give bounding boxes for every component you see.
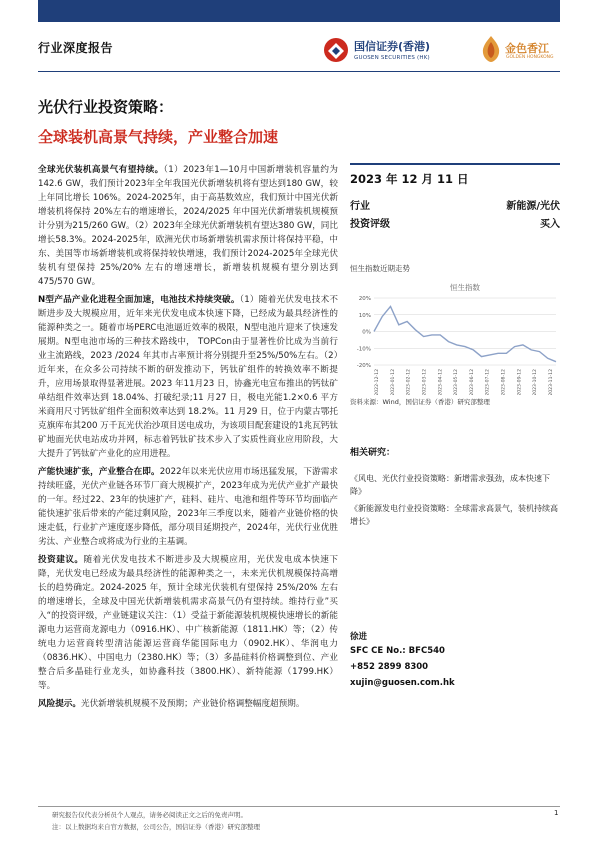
report-sub-title: 全球装机高景气持续，产业整合加速 (38, 128, 279, 146)
paragraph-technology (38, 293, 338, 461)
analyst-email[interactable]: xujin@guosen.com.hk (350, 678, 455, 688)
chart-caption: 恒生指数近期走势 (350, 264, 410, 273)
rating-value: 买入 (540, 218, 560, 230)
report-date: 2023 年 12 月 11 日 (350, 172, 469, 186)
x-tick-label: 2022-12-12 (375, 369, 380, 395)
paragraph-lead: 产能快速扩张，产业整合在即。 (38, 467, 160, 477)
paragraph-lead: N型产品产业化进程全面加速，电池技术持续突破。 (38, 295, 240, 305)
x-tick-label: 2023-09-12 (517, 369, 523, 395)
golden-hongkong-logo-cn-text: 金色香江 (505, 42, 549, 55)
footer-disclaimer: 研究报告仅代表分析员个人观点，请务必阅读正文之后的免责声明。 (52, 811, 247, 819)
paragraph-text: 随着光伏发电技术不断进步及大规模应用，光伏发电成本快速下降，光伏发电已经成为最具经济性的能源种类之一，未来光伏机规模保持高增长的趋势确定。2024-2025 年，预计全球光伏装机有望保持 25%/20% 左右的增速增长，全球及中国光伏新增装机需求高景气仍有望持续。维持行业”买入“的投资评级，产业链建议关注：（1）受益于新能源装机规模快速增长的新能源电力运营商龙源电力（0916.HK）、中广核新能源（1811.HK）等；（2）传统电力运营商转型清洁能源运营商华能国际电力（0902.HK）、华润电力（0836.HK）、中国电力（2380.HK）等；（3）多晶硅料价格调整到位、产业整合后多晶硅行业龙头，如协鑫科技（3800.HK）、新特能源（1799.HK）等。 (38, 555, 338, 691)
paragraph-text: 2022年以来光伏应用市场迅猛发展，下游需求持续旺盛，光伏产业链各环节厂商大规模扩产，2023年成为光伏产业扩产最快的一年。经过22、23年的快速扩产，硅料、硅片、电池和组件等环节均面临产能快速扩张后带来的产能过剩风险，2023年三季度以来，随着产业链价格的快速走低，行业扩产速度逐步降低，部分项目延期投产，2024年，光伏行业优胜劣汰、产业整合或将成为行业的主基调。 (38, 467, 338, 547)
related-research-item[interactable]: 《风电、光伏行业投资策略：新增需求强劲，成本快速下降》 (350, 474, 550, 496)
report-body (38, 163, 338, 715)
report-main-title: 光伏行业投资策略： (38, 98, 174, 116)
paragraph-text: （1）2023年1—10月中国新增装机容量约为142.6 GW，我们预计2023年全年我国光伏新增装机将有望达到180 GW，较上年同比增长 106%。2024-2025年，由于高基数效应，我们预计中国光伏新增装机将保持 20%左右的增速增长，2024/2025 年中国光伏新增装机规模预计分别为215/260 GW。（2）2023年全球光伏新增装机有望达380 GW，同比增长58.3%。2024-2025年，欧洲光伏市场新增装机需求预计将保持平稳，中东、美国等市场新增装机或将保持较快增速，我们预计2024-2025年全球光伏装机有望保持 25%/20% 左右的增速增长，新增装机规模有望分别达到 475/570 GW。 (38, 165, 338, 287)
footer-divider (38, 806, 560, 807)
x-tick-label: 2023-08-12 (501, 369, 507, 395)
rating-row (350, 213, 560, 231)
rating-label: 投资评级 (350, 218, 390, 230)
industry-value: 新能源/光伏 (506, 200, 560, 212)
analyst-name: 徐进 (350, 632, 368, 642)
y-tick-label: 0% (362, 329, 371, 336)
top-banner-bar (38, 0, 560, 22)
y-tick-label: 10% (358, 312, 371, 319)
guosen-logo-cn-text: 国信证券(香港) (354, 40, 431, 53)
sidebar-top-rule (350, 163, 560, 165)
x-tick-label: 2023-04-12 (438, 369, 444, 395)
paragraph-risk (38, 697, 338, 711)
x-tick-label: 2023-07-12 (485, 369, 491, 395)
x-tick-label: 2023-05-12 (454, 369, 460, 395)
header-divider (38, 71, 560, 72)
paragraph-lead: 风险提示。 (38, 699, 81, 709)
guosen-logo-icon (322, 36, 350, 64)
paragraph-lead: 全球光伏装机高景气有望持续。 (38, 165, 164, 175)
golden-hongkong-logo-en-text: GOLDEN HONGKONG (506, 55, 554, 60)
related-research-item[interactable]: 《新能源发电行业投资策略：全球需求高景气，装机持续高增长》 (350, 504, 558, 526)
related-research-title: 相关研究： (350, 448, 396, 458)
golden-hongkong-logo (478, 34, 562, 68)
paragraph-text: 光伏新增装机规模不及预期；产业链价格调整幅度超预期。 (80, 699, 305, 709)
sidebar (350, 163, 560, 406)
y-tick-label: -10% (356, 346, 371, 353)
hang-seng-chart-svg (350, 280, 560, 395)
page-number: 1 (554, 809, 559, 817)
analyst-phone: +852 2899 8300 (350, 662, 429, 672)
report-type-label: 行业深度报告 (38, 41, 114, 55)
y-tick-label: 20% (358, 296, 371, 302)
x-tick-label: 2023-11-12 (549, 369, 554, 395)
footer-source-note: 注：以上数据均来自官方数据，公司公告，国信证券（香港）研究部整理 (52, 823, 260, 831)
x-tick-label: 2023-06-12 (469, 369, 475, 395)
chart-source-note: 资料来源：Wind，国信证券（香港）研究部整理 (350, 398, 490, 406)
paragraph-capacity (38, 465, 338, 549)
guosen-logo (322, 36, 462, 66)
analyst-ce-number: SFC CE No.: BFC540 (350, 646, 445, 656)
x-tick-label: 2023-02-12 (406, 369, 412, 395)
hang-seng-chart (350, 280, 560, 395)
guosen-logo-en-text: GUOSEN SECURITIES (HK) (354, 55, 430, 61)
paragraph-demand (38, 163, 338, 289)
industry-row (350, 195, 560, 213)
paragraph-text: （1）随着光伏发电技术不断进步及大规模应用，近年来光伏发电成本快速下降，已经成为最具经济性的能源种类之一。随着市场PERC电池逼近效率的极限，N型电池片迎来了快速发展期。N型电池市场的三种技术路线中， TOPCon由于显著性价比成为当前行业主流路线，2023 /2024 年其市占率预计将分别提升至25%/50%左右。（2）近年来，在众多公司持续不断的研发推动下，钙钛矿组件的转换效率不断提升，应用场景取得显著进展。2023 年11月23 日，协鑫光电宣布推出的钙钛矿单结组件效率达到 18.04%、打破纪录;11 月27 日，极电光能1.2×0.6 平方米商用尺寸钙钛矿组件全面积效率达到 18.2%。11 月29 日，位于内蒙古鄂托克旗库布其200 万千瓦光伏治沙项目送电成功，为该项目配套建设的1兆瓦钙钛矿地面光伏电站成功并网，标志着钙钛矿技术步入了实质性商业应用阶段，大大提升了钙钛矿产业化的应用进程。 (38, 295, 339, 459)
chart-title: 恒生指数 (450, 283, 480, 292)
industry-label: 行业 (350, 200, 370, 212)
paragraph-lead: 投资建议。 (38, 555, 84, 565)
y-tick-label: -20% (356, 363, 371, 369)
x-tick-label: 2023-03-12 (422, 369, 428, 395)
x-tick-label: 2023-10-12 (533, 369, 539, 395)
golden-hongkong-logo-icon (478, 34, 504, 64)
x-tick-label: 2023-01-12 (390, 369, 396, 395)
paragraph-investment (38, 553, 338, 693)
